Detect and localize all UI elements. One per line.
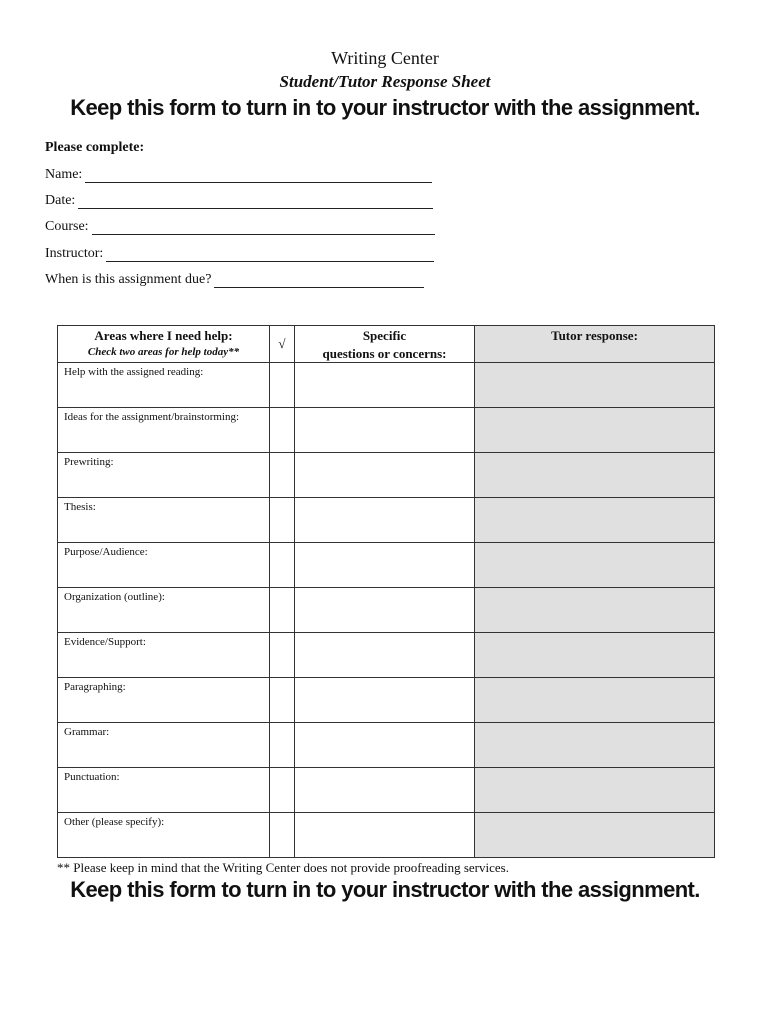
- specific-header-line2: questions or concerns:: [322, 346, 447, 361]
- specific-header: [295, 326, 475, 363]
- specific-questions-cell[interactable]: [295, 453, 475, 498]
- specific-questions-cell[interactable]: [295, 408, 475, 453]
- areas-header-sub: Check two areas for help today**: [87, 346, 240, 358]
- date-input-line[interactable]: [78, 194, 433, 209]
- specific-questions-cell[interactable]: [295, 633, 475, 678]
- table-row: [58, 588, 715, 633]
- tutor-response-cell[interactable]: [475, 543, 715, 588]
- area-label: Purpose/Audience:: [64, 546, 148, 558]
- checkmark-cell[interactable]: [270, 408, 295, 453]
- table-header-row: [58, 326, 715, 363]
- checkmark-cell[interactable]: [270, 453, 295, 498]
- name-input-line[interactable]: [85, 168, 432, 183]
- help-areas-table: [57, 325, 715, 858]
- name-field[interactable]: [45, 167, 432, 183]
- area-label: Thesis:: [64, 501, 96, 513]
- footnote: ** Please keep in mind that the Writing Center does not provide proofreading services.: [57, 860, 509, 875]
- table-row: [58, 498, 715, 543]
- course-label: Course:: [45, 219, 89, 234]
- tutor-response-cell[interactable]: [475, 723, 715, 768]
- table-row: [58, 678, 715, 723]
- table-row: [58, 363, 715, 408]
- specific-questions-cell[interactable]: [295, 363, 475, 408]
- area-cell: [58, 408, 270, 453]
- area-label: Other (please specify):: [64, 816, 165, 828]
- tutor-response-cell[interactable]: [475, 363, 715, 408]
- tutor-response-label: Tutor response:: [551, 328, 638, 343]
- course-field[interactable]: [45, 219, 435, 235]
- instructor-input-line[interactable]: [106, 247, 434, 262]
- tutor-response-header: [475, 326, 715, 363]
- area-cell: [58, 633, 270, 678]
- specific-questions-cell[interactable]: [295, 543, 475, 588]
- tutor-response-cell[interactable]: [475, 498, 715, 543]
- table-row: [58, 408, 715, 453]
- specific-questions-cell[interactable]: [295, 588, 475, 633]
- tutor-response-cell[interactable]: [475, 768, 715, 813]
- checkmark-cell[interactable]: [270, 363, 295, 408]
- name-label: Name:: [45, 167, 83, 182]
- tutor-response-cell[interactable]: [475, 588, 715, 633]
- areas-header-label: Areas where I need help:: [94, 328, 233, 343]
- form-heading: Please complete:: [45, 140, 145, 155]
- checkmark-cell[interactable]: [270, 813, 295, 858]
- area-cell: [58, 813, 270, 858]
- specific-questions-cell[interactable]: [295, 678, 475, 723]
- checkmark-cell[interactable]: [270, 543, 295, 588]
- instruction-banner-bottom: Keep this form to turn in to your instructor with the assignment.: [70, 877, 700, 902]
- area-cell: [58, 768, 270, 813]
- checkmark-cell[interactable]: [270, 723, 295, 768]
- area-cell: [58, 588, 270, 633]
- checkmark-cell[interactable]: [270, 633, 295, 678]
- specific-questions-cell[interactable]: [295, 723, 475, 768]
- area-cell: [58, 723, 270, 768]
- tutor-response-cell[interactable]: [475, 408, 715, 453]
- table-row: [58, 633, 715, 678]
- table-row: [58, 813, 715, 858]
- specific-questions-cell[interactable]: [295, 768, 475, 813]
- due-date-input-line[interactable]: [214, 273, 424, 288]
- checkmark-cell[interactable]: [270, 588, 295, 633]
- area-label: Ideas for the assignment/brainstorming:: [64, 411, 240, 423]
- area-cell: [58, 543, 270, 588]
- area-label: Grammar:: [64, 726, 110, 738]
- area-cell: [58, 678, 270, 723]
- checkmark-cell[interactable]: [270, 498, 295, 543]
- due-date-label: When is this assignment due?: [45, 272, 212, 287]
- tutor-response-cell[interactable]: [475, 678, 715, 723]
- checkmark-cell[interactable]: [270, 678, 295, 723]
- specific-header-line1: Specific: [362, 328, 407, 343]
- area-cell: [58, 363, 270, 408]
- area-label: Evidence/Support:: [64, 636, 146, 648]
- specific-questions-cell[interactable]: [295, 813, 475, 858]
- checkmark-header: √: [270, 326, 295, 363]
- date-field[interactable]: [45, 193, 433, 209]
- area-label: Paragraphing:: [64, 681, 126, 693]
- specific-questions-cell[interactable]: [295, 498, 475, 543]
- date-label: Date:: [45, 193, 76, 208]
- table-row: [58, 453, 715, 498]
- instructor-field[interactable]: [45, 246, 434, 262]
- tutor-response-cell[interactable]: [475, 633, 715, 678]
- areas-header: [58, 326, 270, 363]
- area-label: Punctuation:: [64, 771, 120, 783]
- instructor-label: Instructor:: [45, 246, 104, 261]
- area-cell: [58, 498, 270, 543]
- tutor-response-cell[interactable]: [475, 813, 715, 858]
- course-input-line[interactable]: [92, 220, 435, 235]
- page-title: Writing Center: [331, 48, 439, 68]
- area-label: Help with the assigned reading:: [64, 366, 204, 378]
- area-cell: [58, 453, 270, 498]
- due-date-field[interactable]: [45, 272, 424, 288]
- tutor-response-cell[interactable]: [475, 453, 715, 498]
- area-label: Organization (outline):: [64, 591, 165, 603]
- table-row: [58, 768, 715, 813]
- table-row: [58, 543, 715, 588]
- instruction-banner-top: Keep this form to turn in to your instructor with the assignment.: [70, 95, 700, 120]
- page-subtitle: Student/Tutor Response Sheet: [279, 72, 491, 91]
- table-row: [58, 723, 715, 768]
- checkmark-cell[interactable]: [270, 768, 295, 813]
- area-label: Prewriting:: [64, 456, 114, 468]
